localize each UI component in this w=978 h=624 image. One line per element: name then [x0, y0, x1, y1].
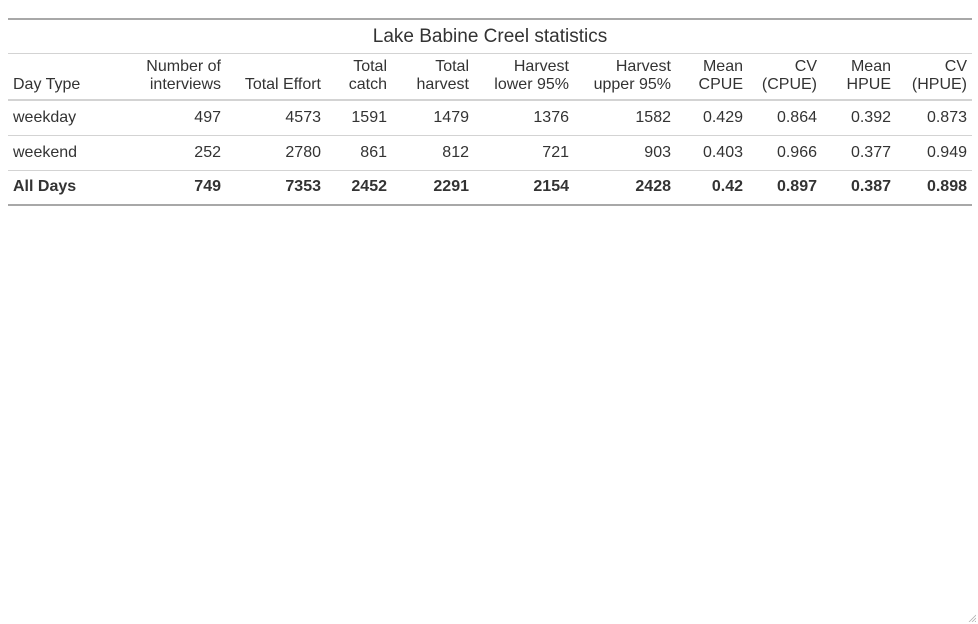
table-row-weekend: [8, 135, 972, 170]
cell-day-type: weekday: [8, 100, 128, 135]
header-mean-cpue: Mean CPUE: [676, 54, 748, 100]
header-total-catch: Total catch: [326, 54, 392, 100]
cell-cv-cpue: 0.897: [748, 170, 822, 205]
header-row: [8, 54, 972, 100]
cell-harvest-lower-95: 1376: [474, 100, 574, 135]
cell-number-of-interviews: 252: [128, 135, 226, 170]
header-harvest-lower-95: Harvest lower 95%: [474, 54, 574, 100]
cell-total-harvest: 2291: [392, 170, 474, 205]
cell-day-type: All Days: [8, 170, 128, 205]
cell-total-effort: 7353: [226, 170, 326, 205]
cell-mean-cpue: 0.42: [676, 170, 748, 205]
cell-day-type: weekend: [8, 135, 128, 170]
cell-cv-hpue: 0.873: [896, 100, 972, 135]
header-day-type: Day Type: [8, 54, 128, 100]
cell-total-harvest: 812: [392, 135, 474, 170]
creel-statistics-table: [8, 18, 972, 206]
header-mean-hpue: Mean HPUE: [822, 54, 896, 100]
cell-mean-cpue: 0.403: [676, 135, 748, 170]
cell-number-of-interviews: 749: [128, 170, 226, 205]
table-row-all-days: [8, 170, 972, 205]
cell-harvest-lower-95: 721: [474, 135, 574, 170]
table-title: Lake Babine Creel statistics: [8, 18, 972, 54]
table-row-weekday: [8, 100, 972, 135]
resize-grip-icon[interactable]: [968, 614, 976, 622]
cell-mean-hpue: 0.377: [822, 135, 896, 170]
cell-total-catch: 2452: [326, 170, 392, 205]
cell-mean-cpue: 0.429: [676, 100, 748, 135]
table-header: [8, 54, 972, 100]
header-cv-hpue: CV (HPUE): [896, 54, 972, 100]
cell-total-catch: 861: [326, 135, 392, 170]
cell-cv-cpue: 0.966: [748, 135, 822, 170]
cell-number-of-interviews: 497: [128, 100, 226, 135]
header-cv-cpue: CV (CPUE): [748, 54, 822, 100]
header-total-effort: Total Effort: [226, 54, 326, 100]
cell-cv-hpue: 0.949: [896, 135, 972, 170]
cell-total-effort: 4573: [226, 100, 326, 135]
cell-total-catch: 1591: [326, 100, 392, 135]
header-number-of-interviews: Number of interviews: [128, 54, 226, 100]
cell-cv-hpue: 0.898: [896, 170, 972, 205]
cell-total-harvest: 1479: [392, 100, 474, 135]
cell-cv-cpue: 0.864: [748, 100, 822, 135]
cell-mean-hpue: 0.392: [822, 100, 896, 135]
header-harvest-upper-95: Harvest upper 95%: [574, 54, 676, 100]
header-total-harvest: Total harvest: [392, 54, 474, 100]
cell-harvest-upper-95: 903: [574, 135, 676, 170]
cell-harvest-upper-95: 2428: [574, 170, 676, 205]
cell-harvest-upper-95: 1582: [574, 100, 676, 135]
table-body: [8, 100, 972, 205]
cell-mean-hpue: 0.387: [822, 170, 896, 205]
cell-harvest-lower-95: 2154: [474, 170, 574, 205]
cell-total-effort: 2780: [226, 135, 326, 170]
